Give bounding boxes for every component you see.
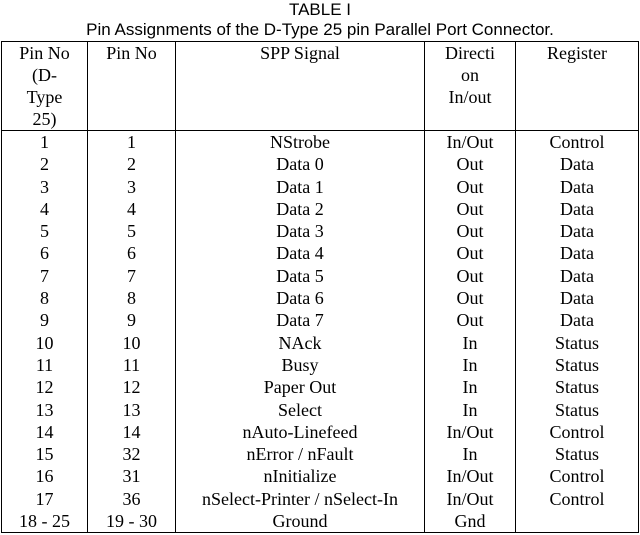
cell-direction: In: [425, 354, 516, 376]
cell-register: Control: [516, 421, 639, 443]
cell-pin-centronics: 32: [88, 443, 176, 465]
table-body: [2, 131, 639, 533]
cell-spp-signal: Busy: [176, 354, 425, 376]
header-pin-centronics: Pin No: [88, 42, 176, 131]
cell-pin-centronics: 13: [88, 399, 176, 421]
cell-pin-d25: 4: [2, 198, 88, 220]
cell-spp-signal: Data 5: [176, 265, 425, 287]
cell-spp-signal: Ground: [176, 510, 425, 533]
cell-pin-centronics: 2: [88, 153, 176, 175]
cell-pin-centronics: 36: [88, 488, 176, 510]
cell-spp-signal: Data 2: [176, 198, 425, 220]
cell-spp-signal: Data 1: [176, 176, 425, 198]
cell-direction: Gnd: [425, 510, 516, 533]
cell-pin-centronics: 8: [88, 287, 176, 309]
cell-pin-centronics: 11: [88, 354, 176, 376]
cell-direction: Out: [425, 265, 516, 287]
cell-register: Status: [516, 376, 639, 398]
cell-pin-centronics: 3: [88, 176, 176, 198]
cell-direction: Out: [425, 309, 516, 331]
cell-pin-d25: 14: [2, 421, 88, 443]
header-spp-signal: SPP Signal: [176, 42, 425, 131]
cell-pin-d25: 16: [2, 465, 88, 487]
table-row: [2, 510, 639, 533]
cell-spp-signal: Select: [176, 399, 425, 421]
header-pin-d25: Pin No (D- Type 25): [2, 42, 88, 131]
cell-pin-d25: 9: [2, 309, 88, 331]
cell-spp-signal: nSelect-Printer / nSelect-In: [176, 488, 425, 510]
header-direction: Directi on In/out: [425, 42, 516, 131]
cell-pin-centronics: 9: [88, 309, 176, 331]
header-row: [2, 42, 639, 131]
table-row: [2, 265, 639, 287]
cell-spp-signal: NStrobe: [176, 131, 425, 154]
cell-direction: In: [425, 443, 516, 465]
cell-pin-centronics: 31: [88, 465, 176, 487]
cell-register: Status: [516, 399, 639, 421]
cell-pin-d25: 1: [2, 131, 88, 154]
cell-pin-d25: 2: [2, 153, 88, 175]
table-row: [2, 176, 639, 198]
table-row: [2, 354, 639, 376]
cell-pin-centronics: 7: [88, 265, 176, 287]
cell-direction: In: [425, 332, 516, 354]
cell-spp-signal: nInitialize: [176, 465, 425, 487]
cell-pin-centronics: 6: [88, 242, 176, 264]
cell-register: Data: [516, 287, 639, 309]
cell-direction: Out: [425, 198, 516, 220]
header-register: Register: [516, 42, 639, 131]
table-row: [2, 443, 639, 465]
cell-spp-signal: Data 4: [176, 242, 425, 264]
cell-direction: Out: [425, 220, 516, 242]
cell-pin-centronics: 5: [88, 220, 176, 242]
cell-register: Status: [516, 332, 639, 354]
cell-register: Control: [516, 465, 639, 487]
table-row: [2, 376, 639, 398]
cell-direction: In/Out: [425, 488, 516, 510]
cell-pin-centronics: 1: [88, 131, 176, 154]
cell-direction: Out: [425, 153, 516, 175]
cell-pin-centronics: 10: [88, 332, 176, 354]
cell-pin-d25: 7: [2, 265, 88, 287]
pin-assignment-table: [1, 41, 639, 533]
cell-direction: In: [425, 376, 516, 398]
cell-spp-signal: nAuto-Linefeed: [176, 421, 425, 443]
table-row: [2, 198, 639, 220]
cell-pin-centronics: 14: [88, 421, 176, 443]
cell-register: Data: [516, 198, 639, 220]
cell-register: Control: [516, 131, 639, 154]
table-row: [2, 153, 639, 175]
cell-direction: In/Out: [425, 465, 516, 487]
cell-pin-d25: 5: [2, 220, 88, 242]
table-row: [2, 287, 639, 309]
cell-pin-d25: 8: [2, 287, 88, 309]
cell-pin-d25: 10: [2, 332, 88, 354]
cell-register: Status: [516, 354, 639, 376]
cell-direction: In/Out: [425, 131, 516, 154]
table-row: [2, 131, 639, 154]
cell-register: Data: [516, 153, 639, 175]
table-caption: Pin Assignments of the D-Type 25 pin Parallel Port Connector.: [86, 20, 554, 39]
cell-register: Control: [516, 488, 639, 510]
table-row: [2, 399, 639, 421]
cell-register: Data: [516, 242, 639, 264]
table-row: [2, 465, 639, 487]
cell-register: Status: [516, 443, 639, 465]
table-row: [2, 242, 639, 264]
cell-pin-d25: 13: [2, 399, 88, 421]
cell-pin-centronics: 19 - 30: [88, 510, 176, 533]
table-row: [2, 332, 639, 354]
table-row: [2, 488, 639, 510]
cell-direction: In/Out: [425, 421, 516, 443]
table-row: [2, 421, 639, 443]
cell-spp-signal: Paper Out: [176, 376, 425, 398]
cell-spp-signal: Data 0: [176, 153, 425, 175]
cell-direction: Out: [425, 287, 516, 309]
cell-register: [516, 510, 639, 533]
cell-spp-signal: Data 3: [176, 220, 425, 242]
cell-spp-signal: Data 7: [176, 309, 425, 331]
cell-direction: Out: [425, 242, 516, 264]
cell-pin-d25: 6: [2, 242, 88, 264]
cell-pin-d25: 17: [2, 488, 88, 510]
cell-pin-d25: 18 - 25: [2, 510, 88, 533]
cell-pin-d25: 11: [2, 354, 88, 376]
cell-pin-d25: 12: [2, 376, 88, 398]
table-label: TABLE I: [288, 0, 352, 19]
cell-pin-centronics: 12: [88, 376, 176, 398]
cell-register: Data: [516, 265, 639, 287]
cell-register: Data: [516, 176, 639, 198]
cell-direction: Out: [425, 176, 516, 198]
cell-register: Data: [516, 220, 639, 242]
table-row: [2, 220, 639, 242]
cell-spp-signal: NAck: [176, 332, 425, 354]
cell-pin-d25: 3: [2, 176, 88, 198]
cell-pin-centronics: 4: [88, 198, 176, 220]
table-row: [2, 309, 639, 331]
cell-pin-d25: 15: [2, 443, 88, 465]
cell-direction: In: [425, 399, 516, 421]
cell-spp-signal: nError / nFault: [176, 443, 425, 465]
cell-spp-signal: Data 6: [176, 287, 425, 309]
cell-register: Data: [516, 309, 639, 331]
